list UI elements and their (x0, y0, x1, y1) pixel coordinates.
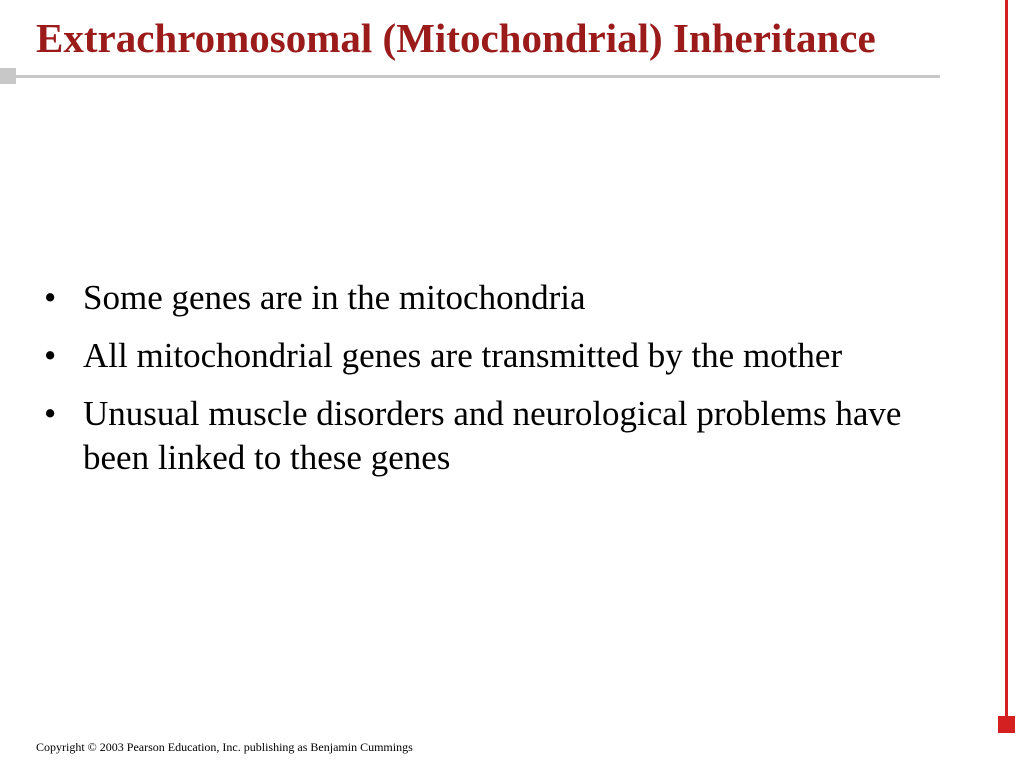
side-accent-square (998, 716, 1015, 733)
slide-title: Extrachromosomal (Mitochondrial) Inheritance (36, 15, 876, 61)
bullet-item (44, 392, 974, 480)
bullet-item (44, 334, 974, 378)
title-rule (14, 75, 940, 78)
bullet-item (44, 276, 974, 320)
bullet-text: Unusual muscle disorders and neurological problems have been linked to these genes (83, 394, 902, 477)
bullet-text: Some genes are in the mitochondria (83, 278, 586, 317)
bullet-text: All mitochondrial genes are transmitted by the mother (83, 336, 843, 375)
bullet-dot-icon: • (44, 336, 57, 375)
side-accent-line (1005, 0, 1008, 718)
bullet-dot-icon: • (44, 278, 57, 317)
bullet-dot-icon: • (44, 394, 57, 433)
copyright-footer: Copyright © 2003 Pearson Education, Inc. publishing as Benjamin Cummings (36, 740, 413, 754)
bullet-list (44, 276, 974, 494)
